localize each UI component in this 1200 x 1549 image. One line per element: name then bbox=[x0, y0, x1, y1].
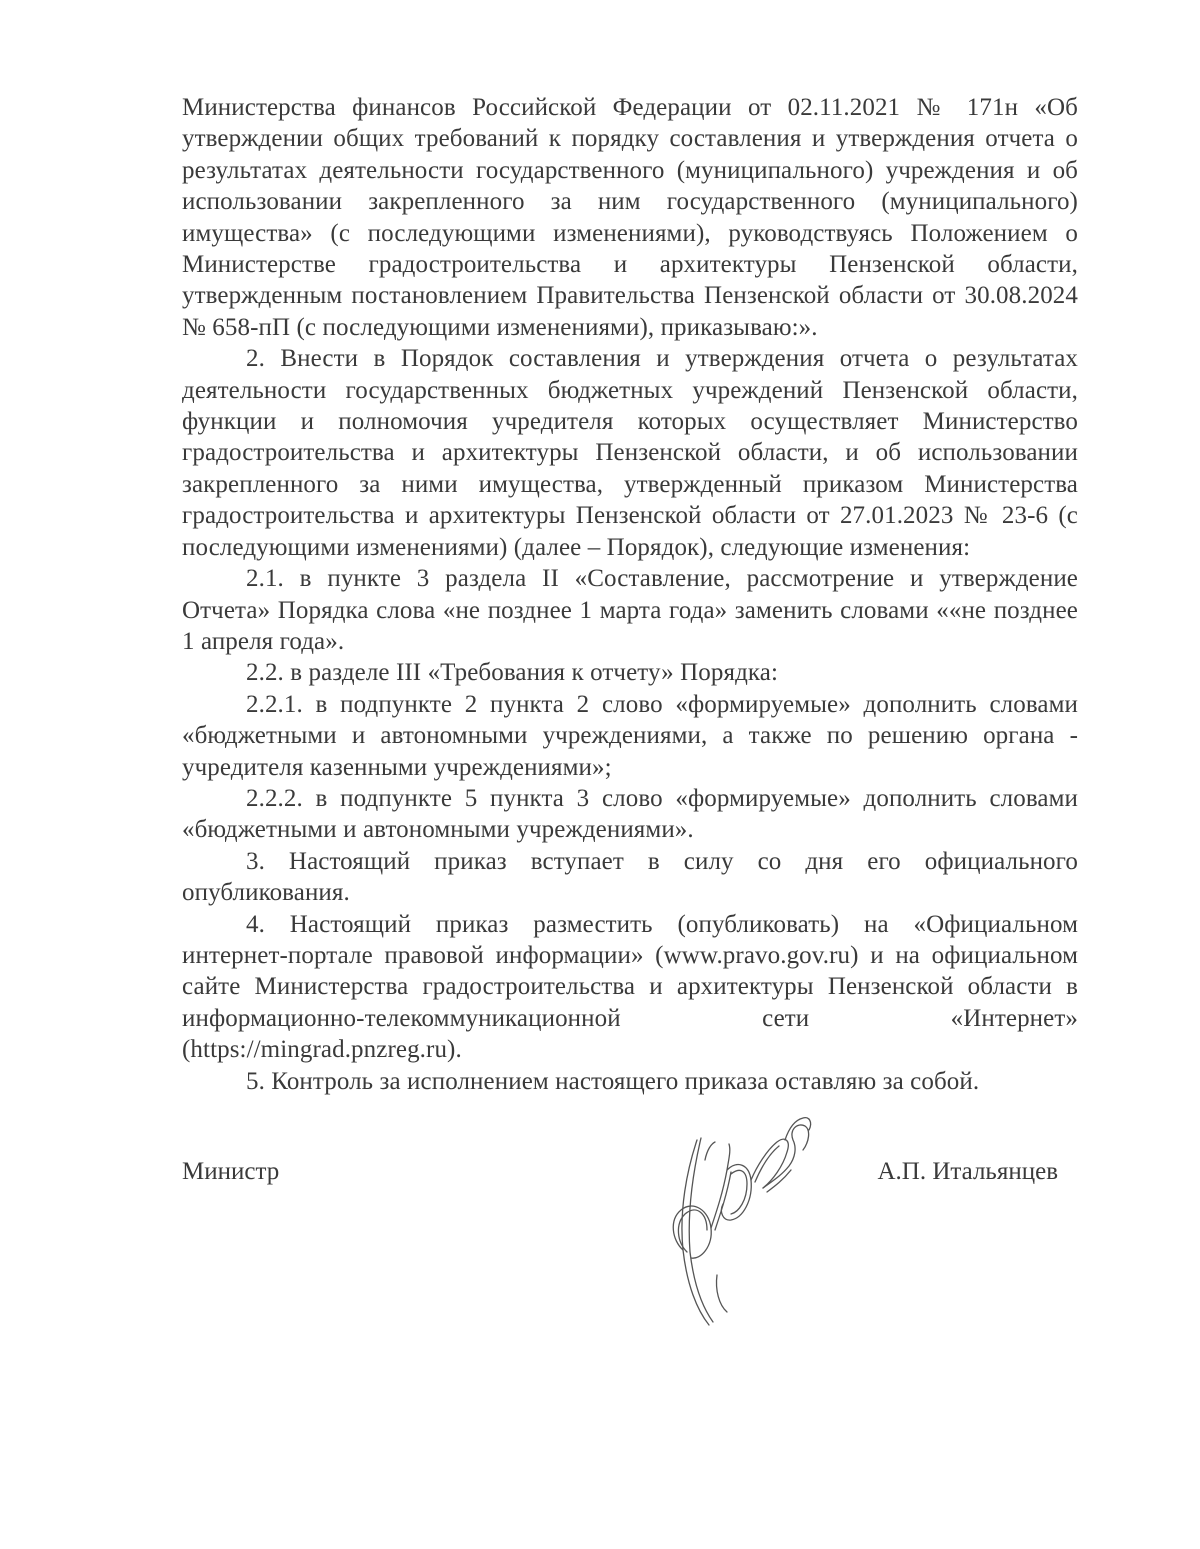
paragraph-item-2-2: 2.2. в разделе III «Требования к отчету» Порядка: bbox=[246, 659, 779, 687]
handwritten-signature bbox=[657, 1100, 827, 1330]
signatory-title: Министр bbox=[182, 1158, 280, 1185]
paragraph-item-2-2-1: 2.2.1. в подпункте 2 пункта 2 слово «формируемые» дополнить словами «бюджетными и автономными учреждениями, а также по решению органа - учредителя казенными учреждениями»; bbox=[182, 690, 1078, 781]
document-body bbox=[182, 92, 1078, 1097]
paragraph-item-2-1: 2.1. в пункте 3 раздела II «Составление, рассмотрение и утверждение Отчета» Порядка слова «не позднее 1 марта года» заменить словами ««не позднее 1 апреля года». bbox=[182, 565, 1078, 655]
signature-block bbox=[182, 1150, 1078, 1330]
paragraph-item-5: 5. Контроль за исполнением настоящего приказа оставляю за собой. bbox=[246, 1067, 980, 1095]
paragraph-item-4: 4. Настоящий приказ разместить (опубликовать) на «Официальном интернет-портале правовой информации» (www.pravo.gov.ru) и на официальном сайте Министерства градостроительства и архитектуры Пензенской области в информационно-телекоммуникационной сети «Интернет» (https://mingrad.pnzreg.ru). bbox=[182, 910, 1078, 1064]
paragraph-item-2-2-2: 2.2.2. в подпункте 5 пункта 3 слово «формируемые» дополнить словами «бюджетными и автономными учреждениями». bbox=[182, 784, 1078, 844]
paragraph-legal-basis: Министерства финансов Российской Федерации от 02.11.2021 № 171н «Об утверждении общих требований к порядку составления и утверждения отчета о результатах деятельности государственного (муниципального) учреждения и об использовании закрепленного за ним государственного (муниципального) имущества» (с последующими изменениями), руководствуясь Положением о Министерстве градостроительства и архитектуры Пензенской области, утвержденным постановлением Правительства Пензенской области от 30.08.2024 № 658-пП (с последующими изменениями), приказываю:». bbox=[182, 94, 1078, 341]
signatory-name: А.П. Итальянцев bbox=[877, 1158, 1058, 1185]
paragraph-item-2: 2. Внести в Порядок составления и утверждения отчета о результатах деятельности государственных бюджетных учреждений Пензенской области, функции и полномочия учредителя которых осуществляет Министерство градостроительства и архитектуры Пензенской области, и об использовании закрепленного за ними имущества, утвержденный приказом Министерства градостроительства и архитектуры Пензенской области от 27.01.2023 № 23-6 (с последующими изменениями) (далее – Порядок), следующие изменения: bbox=[182, 345, 1078, 561]
paragraph-item-3: 3. Настоящий приказ вступает в силу со дня его официального опубликования. bbox=[182, 847, 1078, 907]
